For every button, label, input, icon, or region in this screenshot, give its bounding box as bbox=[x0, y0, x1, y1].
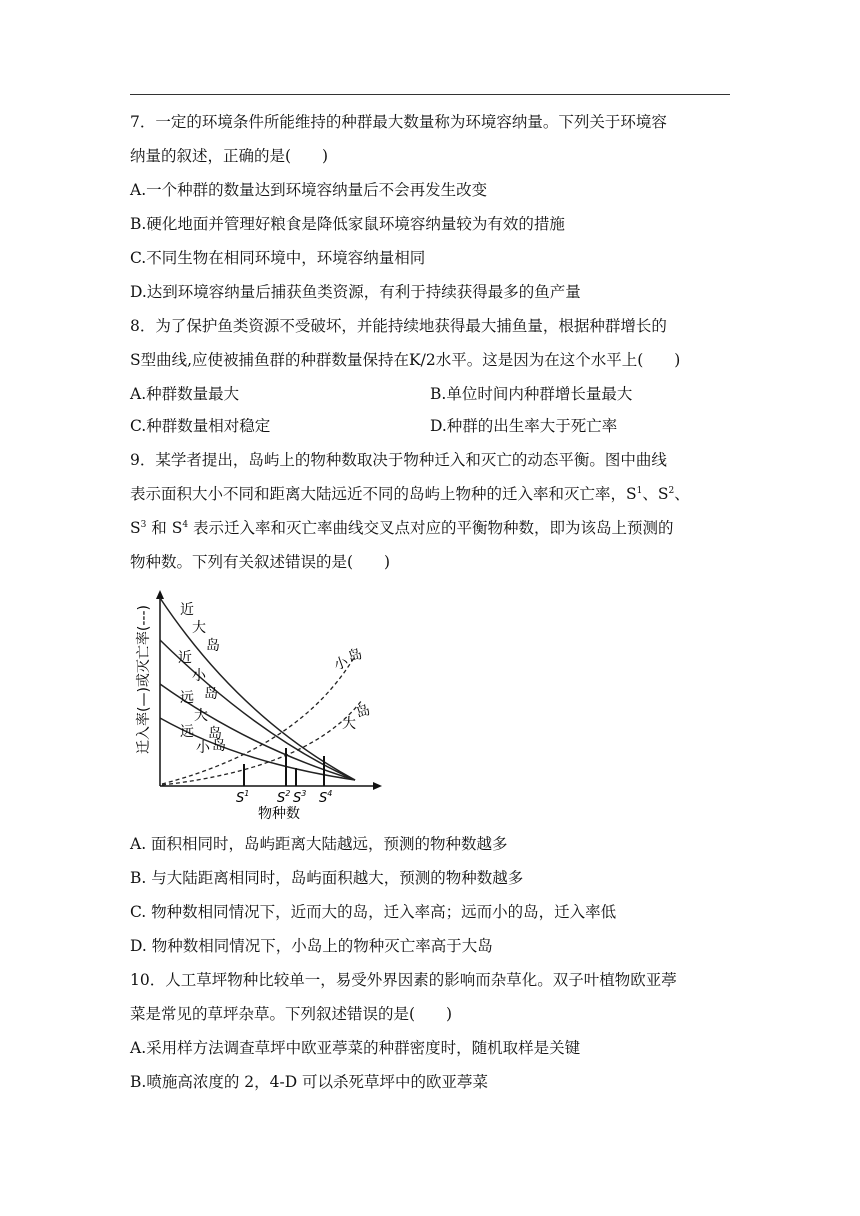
label-far-large-1: 远 bbox=[180, 690, 194, 706]
q9-option-a: A. 面积相同时，岛屿距离大陆越远，预测的物种数越多 bbox=[130, 835, 508, 853]
q7-option-c: C.不同生物在相同环境中，环境容纳量相同 bbox=[130, 249, 426, 267]
x-axis-arrow bbox=[373, 782, 382, 790]
label-near-large-1: 近 bbox=[180, 602, 194, 618]
island-rate-figure bbox=[136, 588, 390, 832]
q7-stem-cont: 纳量的叙述，正确的是( ) bbox=[130, 147, 329, 165]
label-ext-small-2: 岛 bbox=[345, 645, 365, 666]
island-rate-diagram bbox=[136, 588, 390, 828]
s2-label: $S^2$ bbox=[277, 789, 291, 806]
q8-stem: 8．为了保护鱼类资源不受破坏，并能持续地获得最大捕鱼量，根据种群增长的 bbox=[130, 317, 667, 335]
q10-option-a: A.采用样方法调查草坪中欧亚葶菜的种群密度时，随机取样是关键 bbox=[130, 1039, 581, 1057]
s4-label: $S^4$ bbox=[319, 789, 333, 806]
q9-stem-line4: 物种数。下列有关叙述错误的是( ) bbox=[130, 553, 391, 571]
x-axis-label: 物种数 bbox=[258, 806, 300, 822]
s1-label: $S^1$ bbox=[236, 789, 250, 806]
label-far-small-2: 小 bbox=[196, 740, 210, 756]
q8-option-b: B.单位时间内种群增长量最大 bbox=[430, 385, 633, 403]
label-near-small-2: 小 bbox=[192, 668, 206, 684]
q10-option-b: B.喷施高浓度的 2，4-D 可以杀死草坪中的欧亚葶菜 bbox=[130, 1073, 489, 1091]
q10-stem-cont: 菜是常见的草坪杂草。下列叙述错误的是( ) bbox=[130, 1005, 453, 1023]
q8-option-a: A.种群数量最大 bbox=[130, 385, 240, 403]
q9-option-b: B. 与大陆距离相同时，岛屿面积越大，预测的物种数越多 bbox=[130, 869, 524, 887]
q7-stem: 7．一定的环境条件所能维持的种群最大数量称为环境容纳量。下列关于环境容 bbox=[130, 113, 667, 131]
q7-option-a: A.一个种群的数量达到环境容纳量后不会再发生改变 bbox=[130, 181, 488, 199]
q10-stem: 10．人工草坪物种比较单一，易受外界因素的影响而杂草化。双子叶植物欧亚葶 bbox=[130, 971, 677, 989]
q7-option-b: B.硬化地面并管理好粮食是降低家鼠环境容纳量较为有效的措施 bbox=[130, 215, 565, 233]
label-far-large-2: 大 bbox=[194, 708, 208, 724]
label-ext-large-1: 大 bbox=[342, 716, 356, 732]
y-axis-arrow bbox=[156, 590, 164, 599]
s3-label: $S^3$ bbox=[293, 789, 307, 806]
q7-option-d: D.达到环境容纳量后捕获鱼类资源，有利于持续获得最多的鱼产量 bbox=[130, 283, 581, 301]
label-near-small-1: 近 bbox=[178, 650, 192, 666]
q9-stem-line2: 表示面积大小不同和距离大陆远近不同的岛屿上物种的迁入率和灭亡率，$S^1$、$S^2$、 bbox=[130, 485, 690, 503]
label-far-large-3: 岛 bbox=[208, 726, 222, 742]
label-far-small-1: 远 bbox=[180, 724, 194, 740]
q9-stem-line3: $S^3$ 和 $S^4$ 表示迁入率和灭亡率曲线交叉点对应的平衡物种数，即为该岛上预测的 bbox=[130, 519, 674, 537]
q8-option-c: C.种群数量相对稳定 bbox=[130, 417, 271, 435]
label-near-small-3: 岛 bbox=[204, 686, 218, 702]
curve-near-large bbox=[160, 598, 355, 780]
label-near-large-2: 大 bbox=[192, 620, 206, 636]
label-ext-small-1: 小 bbox=[331, 653, 351, 674]
label-ext-large-2: 岛 bbox=[353, 701, 373, 722]
top-rule bbox=[130, 94, 730, 95]
label-near-large-3: 岛 bbox=[206, 638, 220, 654]
q9-option-c: C. 物种数相同情况下，近而大的岛，迁入率高；远而小的岛，迁入率低 bbox=[130, 903, 617, 921]
q9-stem: 9．某学者提出，岛屿上的物种数取决于物种迁入和灭亡的动态平衡。图中曲线 bbox=[130, 451, 667, 469]
q8-option-d: D.种群的出生率大于死亡率 bbox=[430, 417, 618, 435]
y-axis-label: 迁入率(—)或灭亡率(---) bbox=[136, 604, 152, 754]
q9-option-d: D. 物种数相同情况下，小岛上的物种灭亡率高于大岛 bbox=[130, 937, 493, 955]
label-far-small-3: 岛 bbox=[212, 738, 226, 754]
q8-stem-cont: S型曲线,应使被捕鱼群的种群数量保持在K/2水平。这是因为在这个水平上( ) bbox=[130, 351, 681, 369]
